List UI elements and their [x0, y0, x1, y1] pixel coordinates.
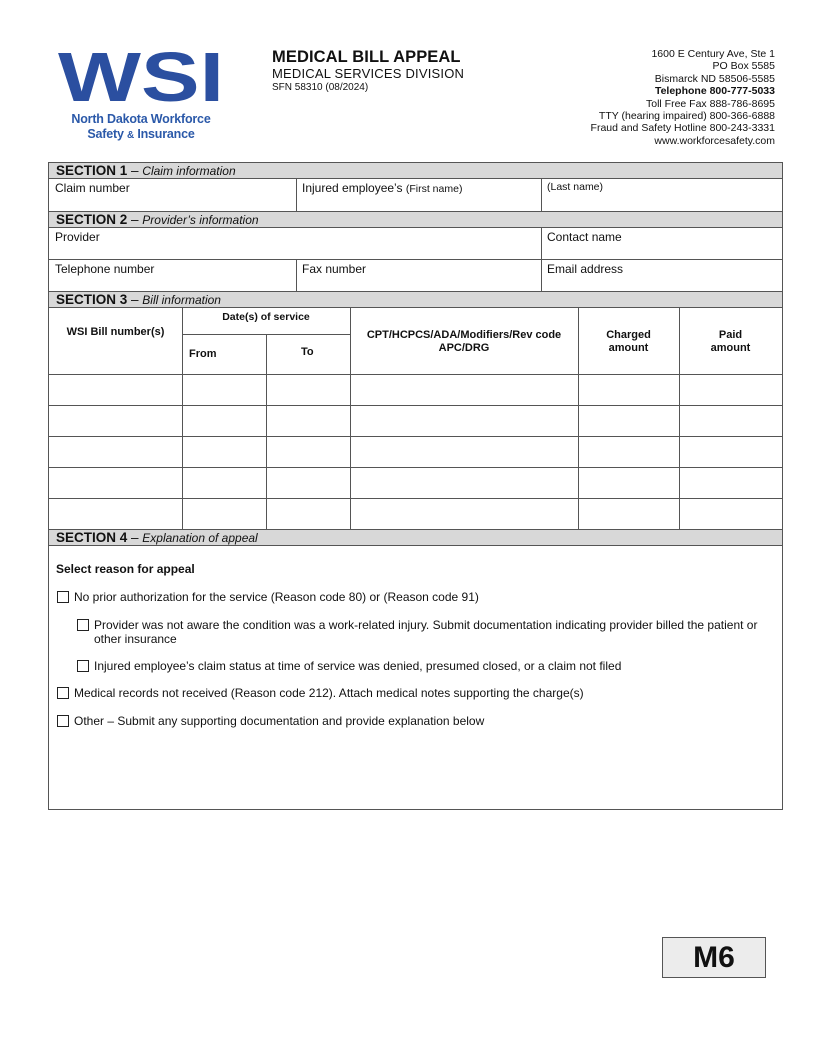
- col-paid-amount: Paid amount: [710, 329, 751, 354]
- wsi-logo: [58, 46, 224, 104]
- col-to: To: [301, 346, 314, 358]
- checkbox[interactable]: [57, 591, 69, 603]
- col-charged-amount: Charged amount: [606, 329, 651, 354]
- explanation-area[interactable]: [57, 738, 773, 804]
- logo-subtitle: [58, 112, 224, 143]
- employee-last-name-field[interactable]: (Last name): [547, 181, 604, 193]
- fax-field[interactable]: Fax number: [302, 262, 367, 276]
- logo-line2: Safety & Insurance: [87, 127, 195, 141]
- form-code-badge: M6: [662, 937, 766, 978]
- checkbox[interactable]: [77, 660, 89, 672]
- address-line2: PO Box 5585: [712, 60, 775, 73]
- email-field[interactable]: Email address: [547, 262, 624, 276]
- col-cpt-codes: CPT/HCPCS/ADA/Modifiers/Rev code APC/DRG: [366, 329, 562, 354]
- fraud-hotline: Fraud and Safety Hotline 800-243-3331: [590, 122, 775, 135]
- appeal-form: [48, 162, 783, 810]
- address-line1: 1600 E Century Ave, Ste 1: [651, 48, 775, 60]
- employee-first-name-field[interactable]: Injured employee’s (First name): [302, 181, 463, 195]
- telephone-field[interactable]: Telephone number: [55, 262, 155, 276]
- table-row[interactable]: [49, 467, 782, 468]
- reason-not-aware-work-related[interactable]: Provider was not aware the condition was a work-related injury. Submit documentation indicating provider billed the patient or other insurance: [77, 618, 777, 646]
- col-bill-number: WSI Bill number(s): [66, 326, 165, 338]
- claim-number-field[interactable]: Claim number: [55, 181, 130, 195]
- table-row[interactable]: [49, 405, 782, 406]
- address-line3: Bismarck ND 58506-5585: [654, 72, 775, 85]
- checkbox[interactable]: [77, 619, 89, 631]
- select-reason-label: Select reason for appeal: [56, 562, 195, 576]
- checkbox[interactable]: [57, 687, 69, 699]
- reason-medical-records[interactable]: Medical records not received (Reason code 212). Attach medical notes supporting the charge(s): [57, 686, 777, 700]
- svg-text:WSI: WSI: [58, 46, 224, 104]
- telephone: Telephone 800-777-5033: [654, 85, 775, 98]
- reason-claim-status-denied[interactable]: Injured employee’s claim status at time of service was denied, presumed closed, or a claim not filed: [77, 659, 777, 673]
- form-number: SFN 58310 (08/2024): [272, 82, 369, 93]
- col-dates-of-service: Date(s) of service: [222, 311, 310, 323]
- table-row[interactable]: [49, 498, 782, 499]
- section1-header: SECTION 1 – Claim information: [49, 162, 782, 179]
- section4-header: SECTION 4 – Explanation of appeal: [49, 529, 782, 546]
- fax: Toll Free Fax 888-786-8695: [646, 97, 775, 110]
- logo-line1: North Dakota Workforce: [71, 112, 211, 126]
- tty: TTY (hearing impaired) 800-366-6888: [598, 110, 775, 123]
- form-title: MEDICAL BILL APPEAL: [272, 48, 461, 66]
- website: www.workforcesafety.com: [654, 134, 775, 147]
- table-row[interactable]: [49, 436, 782, 437]
- table-row[interactable]: [49, 374, 782, 375]
- contact-address: [591, 48, 775, 147]
- division-name: MEDICAL SERVICES DIVISION: [272, 66, 465, 81]
- contact-name-field[interactable]: Contact name: [547, 230, 622, 244]
- section3-header: SECTION 3 – Bill information: [49, 291, 782, 308]
- reason-no-prior-auth[interactable]: No prior authorization for the service (Reason code 80) or (Reason code 91): [57, 590, 777, 604]
- section2-header: SECTION 2 – Provider’s information: [49, 211, 782, 228]
- checkbox[interactable]: [57, 715, 69, 727]
- col-from: From: [189, 348, 217, 360]
- reason-other[interactable]: Other – Submit any supporting documentation and provide explanation below: [57, 714, 777, 728]
- provider-field[interactable]: Provider: [55, 230, 100, 244]
